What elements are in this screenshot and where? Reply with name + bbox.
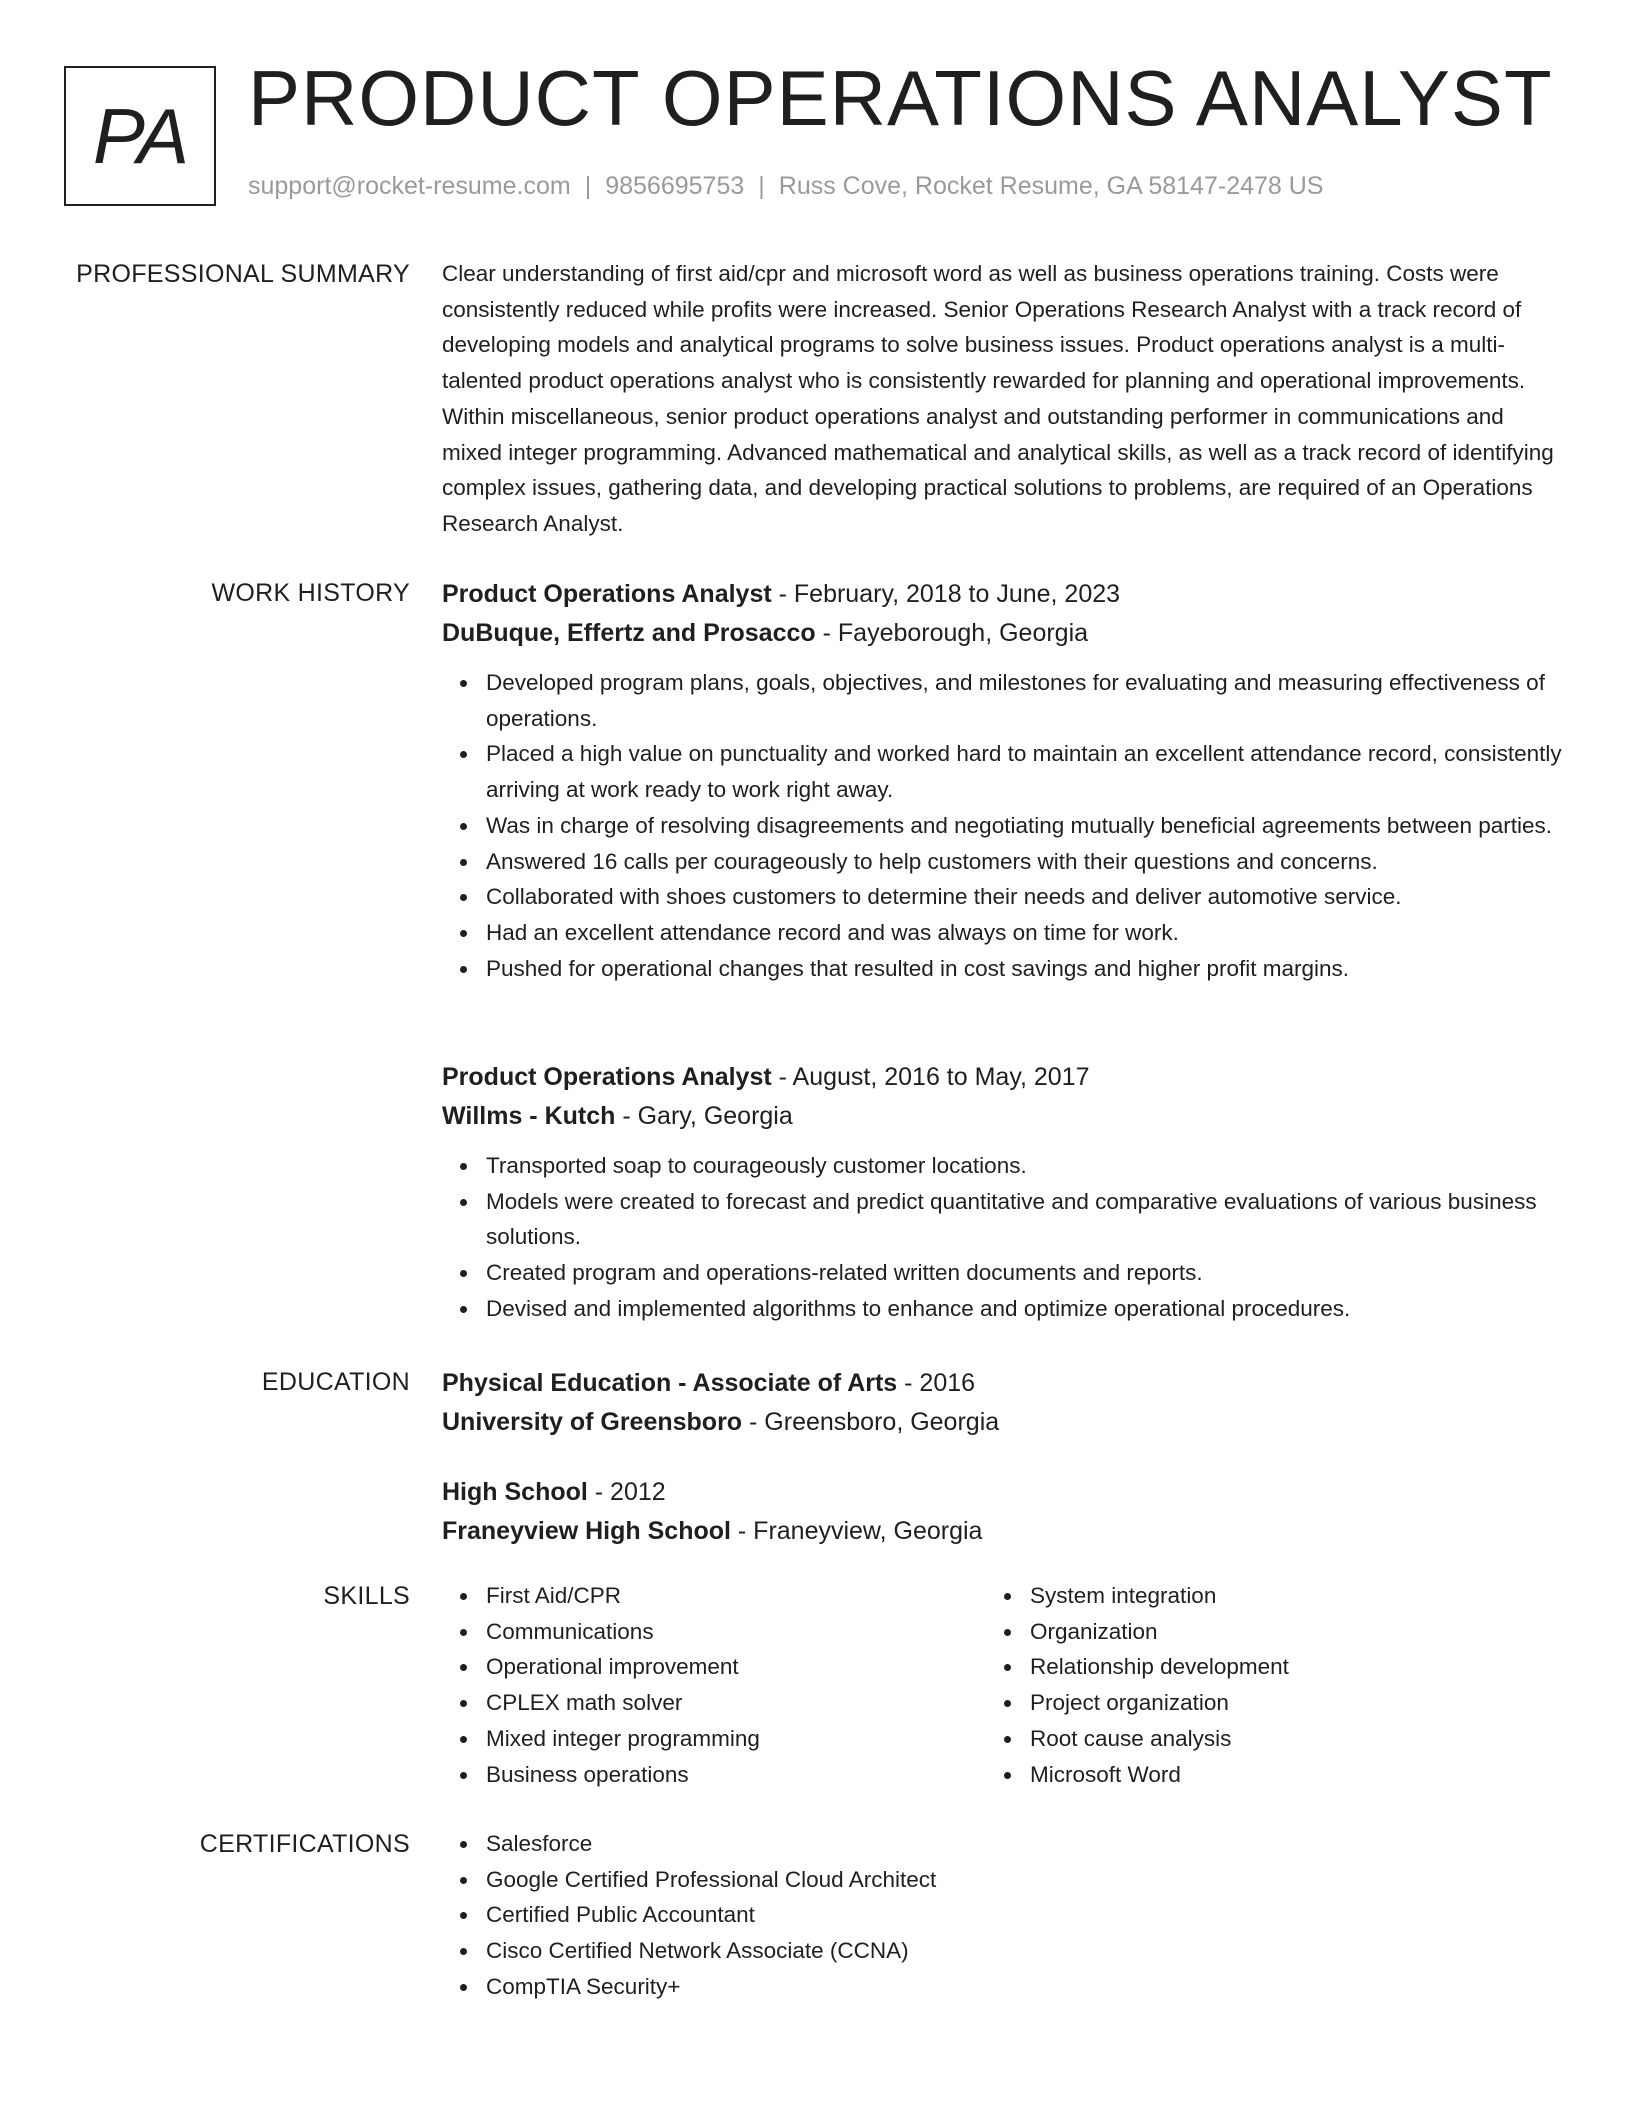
- job-bullet: Answered 16 calls per courageously to help customers with their questions and concerns.: [486, 844, 1562, 880]
- job-location: - Fayeborough, Georgia: [815, 619, 1089, 647]
- job-company-line: [442, 1097, 1562, 1136]
- resume-title: PRODUCT OPERATIONS ANALYST: [248, 54, 1553, 142]
- job-title-line: [442, 1058, 1562, 1097]
- education-entry: [442, 1364, 1562, 1442]
- contact-separator: |: [758, 172, 765, 200]
- skill-item: Project organization: [1030, 1685, 1530, 1721]
- job-dates: - February, 2018 to June, 2023: [771, 580, 1121, 608]
- section-label-education: EDUCATION: [261, 1368, 410, 1396]
- contact-line: [248, 172, 1323, 201]
- education-degree-line: [442, 1364, 1562, 1403]
- job-title: Product Operations Analyst: [442, 1063, 772, 1091]
- certifications-list: [442, 1826, 1562, 2005]
- job-company: Willms - Kutch: [442, 1102, 616, 1130]
- job-bullet: Placed a high value on punctuality and worked hard to maintain an excellent attendance record, consistently arriving at work ready to work right away.: [486, 736, 1562, 807]
- skill-item: CPLEX math solver: [486, 1685, 986, 1721]
- education-degree: Physical Education - Associate of Arts: [442, 1369, 898, 1397]
- skills-body: [442, 1578, 1562, 1792]
- section-label-work-history: WORK HISTORY: [211, 579, 410, 607]
- section-label-skills: SKILLS: [323, 1582, 410, 1610]
- skills-list: [986, 1578, 1530, 1792]
- certification-item: Cisco Certified Network Associate (CCNA): [486, 1933, 1562, 1969]
- education-degree: High School: [442, 1478, 588, 1506]
- job-dates: - August, 2016 to May, 2017: [771, 1063, 1090, 1091]
- job-bullet-list: [442, 1148, 1562, 1327]
- job-bullet: Collaborated with shoes customers to determine their needs and deliver automotive service.: [486, 879, 1562, 915]
- education-school-line: [442, 1512, 1562, 1551]
- monogram-box: [64, 66, 216, 206]
- job-bullet: Was in charge of resolving disagreements and negotiating mutually beneficial agreements between parties.: [486, 808, 1562, 844]
- job-company-line: [442, 614, 1562, 653]
- job-location: - Gary, Georgia: [615, 1102, 793, 1130]
- job-company: DuBuque, Effertz and Prosacco: [442, 619, 816, 647]
- work-history-body: [442, 1058, 1562, 1327]
- section-label-summary: PROFESSIONAL SUMMARY: [76, 260, 410, 288]
- job-bullet: Models were created to forecast and predict quantitative and comparative evaluations of various business solutions.: [486, 1184, 1562, 1255]
- education-school: University of Greensboro: [442, 1408, 743, 1436]
- skill-item: Business operations: [486, 1757, 986, 1793]
- education-school-line: [442, 1403, 1562, 1442]
- certification-item: Certified Public Accountant: [486, 1897, 1562, 1933]
- skill-item: Communications: [486, 1614, 986, 1650]
- job-bullet: Pushed for operational changes that resulted in cost savings and higher profit margins.: [486, 951, 1562, 987]
- job-title-line: [442, 575, 1562, 614]
- job-bullet: Had an excellent attendance record and was always on time for work.: [486, 915, 1562, 951]
- job-bullet-list: [442, 665, 1562, 986]
- skill-item: Microsoft Word: [1030, 1757, 1530, 1793]
- job-title: Product Operations Analyst: [442, 580, 772, 608]
- skill-item: System integration: [1030, 1578, 1530, 1614]
- contact-separator: |: [584, 172, 592, 200]
- certification-item: Google Certified Professional Cloud Architect: [486, 1862, 1562, 1898]
- monogram-initials: PA: [92, 91, 188, 180]
- contact-address: Russ Cove, Rocket Resume, GA 58147-2478 US: [778, 172, 1324, 200]
- job-entry: [442, 575, 1562, 986]
- skill-item: Organization: [1030, 1614, 1530, 1650]
- job-entry: [442, 1058, 1562, 1327]
- education-body: [442, 1364, 1562, 1551]
- education-year: - 2012: [587, 1478, 666, 1506]
- job-bullet: Transported soap to courageously customer locations.: [486, 1148, 1562, 1184]
- skills-column-right: [986, 1578, 1530, 1792]
- education-location: - Franeyview, Georgia: [730, 1517, 983, 1545]
- contact-email[interactable]: support@rocket-resume.com: [248, 172, 571, 200]
- summary-text: Clear understanding of first aid/cpr and microsoft word as well as business operations training. Costs were consistently reduced while profits were increased. Senior Operations Research Analyst with a track record of developing models and analytical programs to solve business issues. Product operations analyst is a multi-talented product operations analyst who is consistently rewarded for planning and operational improvements. Within miscellaneous, senior product operations analyst and outstanding performer in communications and mixed integer programming. Advanced mathematical and analytical skills, as well as a track record of identifying complex issues, gathering data, and developing practical solutions to problems, are required of an Operations Research Analyst.: [442, 261, 1554, 536]
- job-bullet: Developed program plans, goals, objectives, and milestones for evaluating and measuring effectiveness of operations.: [486, 665, 1562, 736]
- summary-body: [442, 256, 1562, 542]
- job-bullet: Devised and implemented algorithms to enhance and optimize operational procedures.: [486, 1291, 1562, 1327]
- skill-item: Root cause analysis: [1030, 1721, 1530, 1757]
- education-year: - 2016: [897, 1369, 976, 1397]
- certification-item: Salesforce: [486, 1826, 1562, 1862]
- section-label-certifications: CERTIFICATIONS: [199, 1830, 410, 1858]
- education-entry: [442, 1473, 1562, 1551]
- certifications-body: [442, 1826, 1562, 2005]
- certification-item: CompTIA Security+: [486, 1969, 1562, 2005]
- work-history-body: [442, 575, 1562, 986]
- skill-item: First Aid/CPR: [486, 1578, 986, 1614]
- skill-item: Mixed integer programming: [486, 1721, 986, 1757]
- skill-item: Operational improvement: [486, 1649, 986, 1685]
- skills-column-left: [442, 1578, 986, 1792]
- skills-list: [442, 1578, 986, 1792]
- contact-phone[interactable]: 9856695753: [605, 172, 745, 200]
- education-school: Franeyview High School: [442, 1517, 731, 1545]
- education-location: - Greensboro, Georgia: [742, 1408, 1000, 1436]
- job-bullet: Created program and operations-related written documents and reports.: [486, 1255, 1562, 1291]
- skill-item: Relationship development: [1030, 1649, 1530, 1685]
- education-degree-line: [442, 1473, 1562, 1512]
